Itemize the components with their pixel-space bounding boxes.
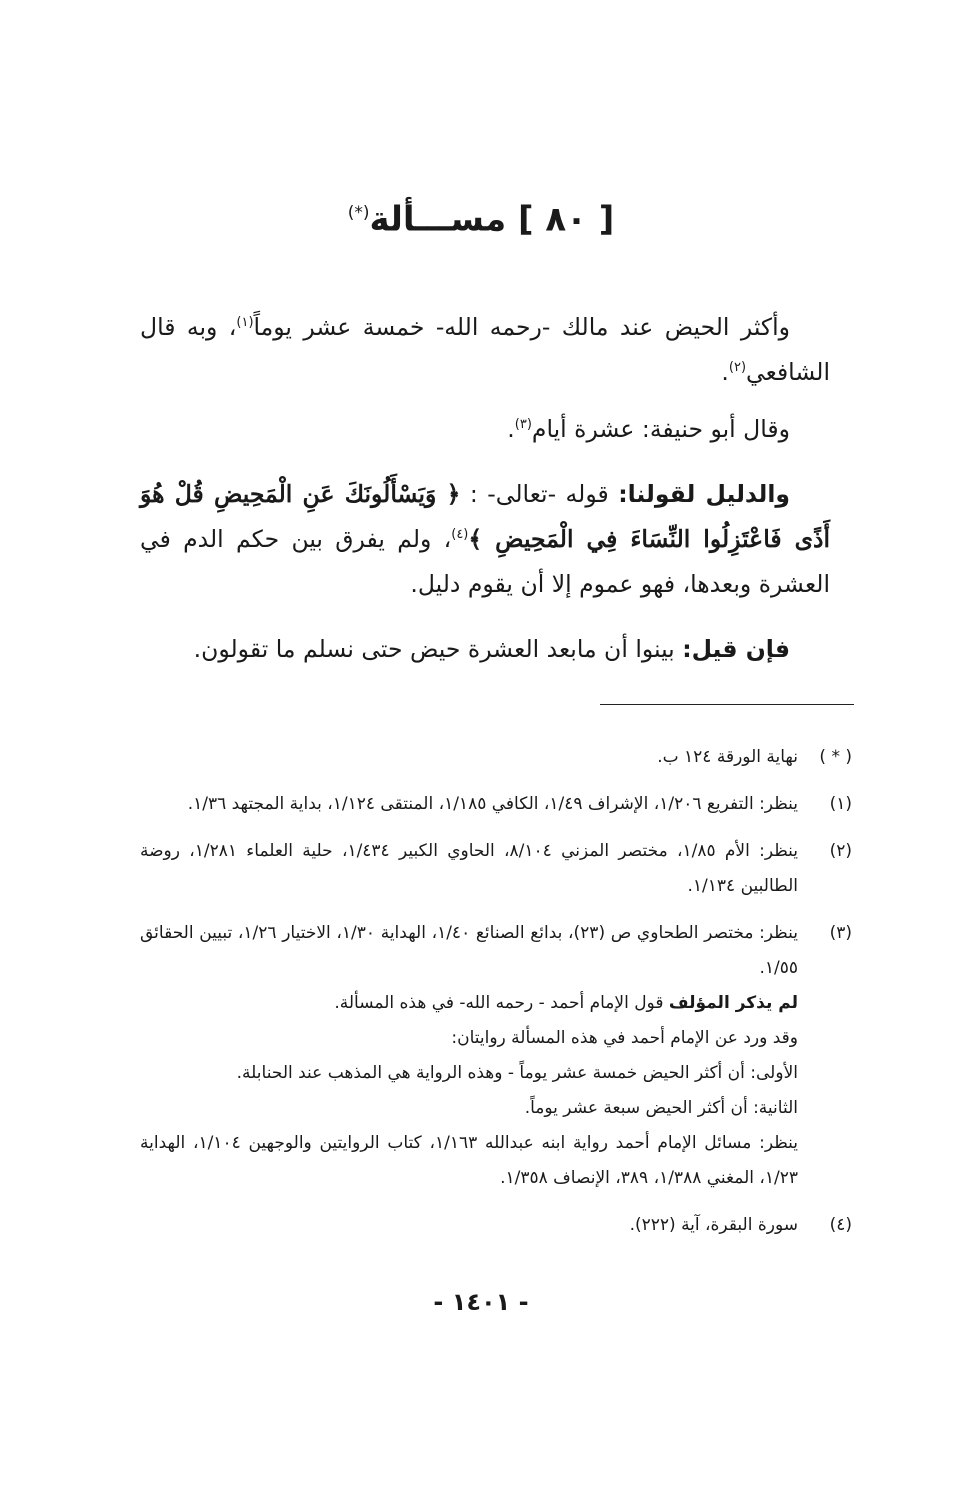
p4-text: بينوا أن مابعد العشرة حيض حتى نسلم ما تقولون. bbox=[193, 635, 683, 663]
footnote-3-line-3: وقد ورد عن الإمام أحمد في هذه المسألة روايتان: bbox=[451, 1028, 798, 1048]
footnote-4 bbox=[140, 1208, 852, 1243]
footnote-divider bbox=[600, 704, 854, 705]
p2-text: وقال أبو حنيفة: عشرة أيام bbox=[531, 415, 790, 443]
issue-heading bbox=[0, 188, 962, 244]
footnote-1-text: ينظر: التفريع ١/٢٠٦، الإشراف ١/٤٩، الكافي ١/١٨٥، المنتقى ١/١٢٤، بداية المجتهد ١/٣٦. bbox=[187, 794, 798, 814]
p4-lead: فإن قيل: bbox=[682, 635, 790, 663]
footnote-star-text: نهاية الورقة ١٢٤ ب. bbox=[657, 747, 798, 767]
quran-verse: ﴿ وَيَسْأَلُونَكَ عَنِ الْمَحِيضِ قُلْ هُوَ أَذًى فَاعْتَزِلُوا النِّسَاءَ فِي الْمَحِيضِ ﴾ bbox=[140, 480, 830, 553]
p3-lead: والدليل لقولنا: bbox=[618, 480, 790, 508]
p3-text-a: قوله -تعالى- : bbox=[460, 480, 619, 508]
footnote-3 bbox=[140, 916, 852, 1196]
paragraph-1 bbox=[140, 305, 830, 395]
p1-text-a: وأكثر الحيض عند مالك -رحمه الله- خمسة عشر يوماً bbox=[253, 313, 790, 341]
footnote-4-text: سورة البقرة، آية (٢٢٢). bbox=[629, 1215, 798, 1235]
paragraph-4 bbox=[140, 627, 830, 672]
footnote-2 bbox=[140, 834, 852, 904]
footnote-star-num: ( * ) bbox=[819, 747, 852, 767]
page-number: - ١٤٠١ - bbox=[433, 1288, 529, 1316]
footnote-3-line-6: ينظر: مسائل الإمام أحمد رواية ابنه عبدالله ١/١٦٣، كتاب الروايتين والوجهين ١/١٠٤، الهداية ١/٢٣، المغني ١/٣٨٨، ٣٨٩، الإنصاف ١/٣٥٨. bbox=[140, 1133, 799, 1188]
footnote-3-bold-lead: لم يذكر المؤلف bbox=[668, 993, 798, 1013]
p1-text-c: . bbox=[721, 358, 729, 386]
footnote-3-line-2 bbox=[140, 986, 798, 1021]
footnote-ref-2[interactable]: (٢) bbox=[728, 360, 747, 376]
footnote-3-line-4: الأولى: أن أكثر الحيض خمسة عشر يوماً - وهذه الرواية هي المذهب عند الحنابلة. bbox=[236, 1063, 798, 1083]
p1-text-b: ، وبه قال الشافعي bbox=[140, 313, 830, 386]
p3-text-b: ، ولم يفرق بين حكم الدم في العشرة وبعدها، فهو عموم إلا أن يقوم دليل. bbox=[140, 525, 830, 598]
footnote-1-num: (١) bbox=[829, 794, 852, 814]
main-text bbox=[140, 305, 830, 692]
footnote-2-text: ينظر: الأم ١/٨٥، مختصر المزني ٨/١٠٤، الحاوي الكبير ١/٤٣٤، حلية العلماء ١/٢٨١، روضة الطالبين ١/١٣٤. bbox=[140, 841, 799, 896]
paragraph-2 bbox=[140, 407, 830, 452]
footnote-3-text: ينظر: مختصر الطحاوي ص (٢٣)، بدائع الصنائع ١/٤٠، الهداية ١/٣٠، الاختيار ١/٢٦، تبيين الحقائق ١/٥٥. bbox=[140, 923, 798, 978]
footnote-ref-3[interactable]: (٣) bbox=[514, 417, 532, 433]
footnote-4-num: (٤) bbox=[829, 1215, 852, 1235]
p2-end: . bbox=[507, 415, 515, 443]
footnote-3-line-2-text: قول الإمام أحمد - رحمه الله- في هذه المسألة. bbox=[334, 993, 669, 1013]
footnote-3-num: (٣) bbox=[829, 923, 852, 943]
footnote-3-line-5: الثانية: أن أكثر الحيض سبعة عشر يوماً. bbox=[524, 1098, 798, 1118]
paragraph-3 bbox=[140, 472, 830, 607]
footnote-ref-4[interactable]: (٤) bbox=[451, 527, 469, 543]
heading-text: [ ٨٠ ] مســـألة bbox=[369, 199, 615, 240]
footnote-1 bbox=[140, 787, 852, 822]
footnote-2-num: (٢) bbox=[829, 841, 852, 861]
footnote-star bbox=[140, 740, 852, 775]
footnotes bbox=[140, 740, 852, 1255]
heading-marker: (*) bbox=[347, 203, 370, 223]
footnote-ref-1[interactable]: (١) bbox=[236, 315, 254, 331]
